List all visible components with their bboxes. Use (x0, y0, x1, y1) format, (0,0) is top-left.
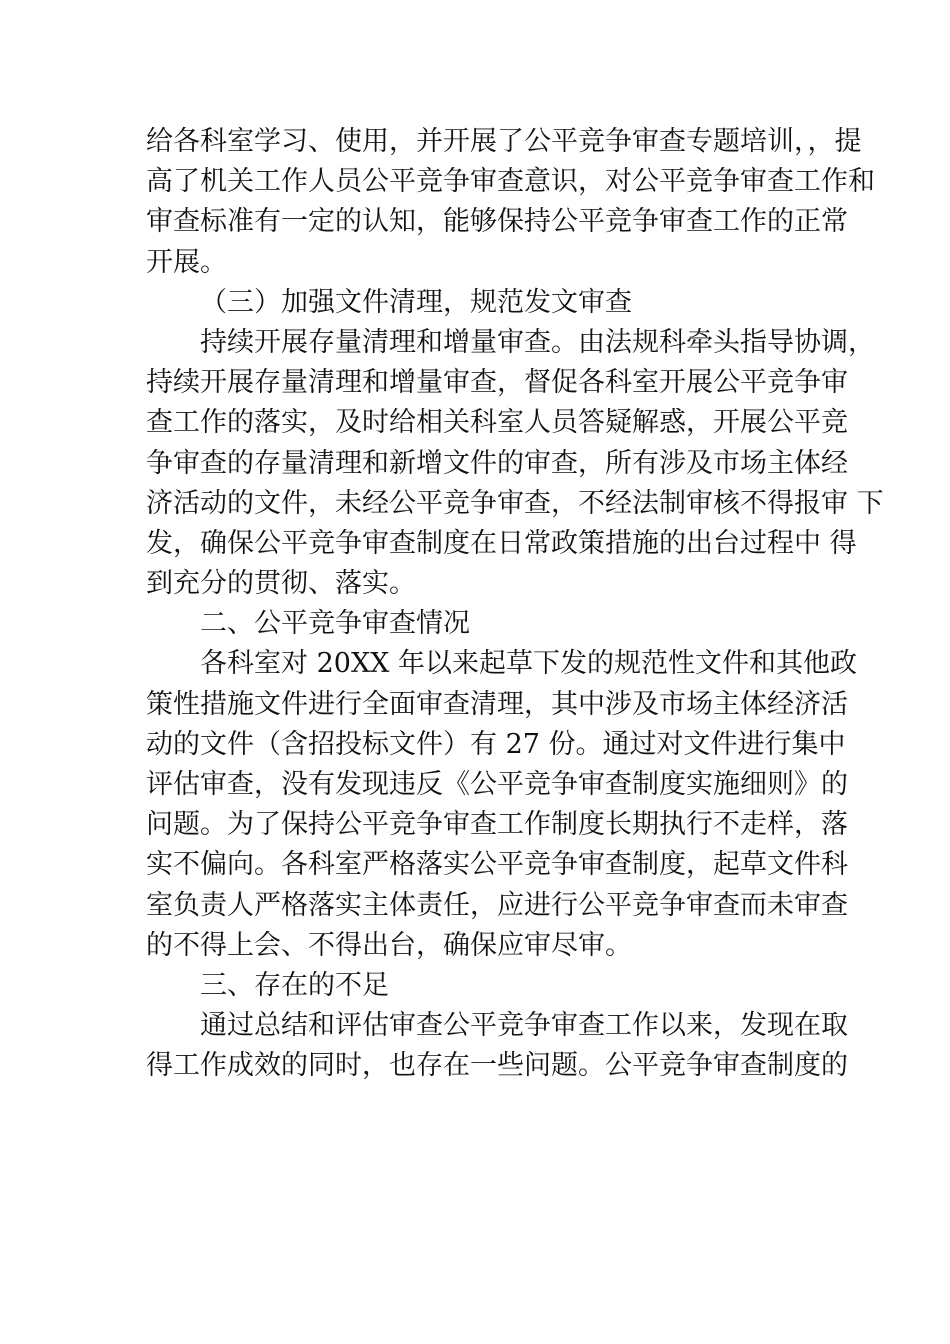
text-line: 济活动的文件，未经公平竞争审查，不经法制审核不得报审 下 (146, 487, 884, 519)
text-line: 策性措施文件进行全面审查清理，其中涉及市场主体经济活 (146, 688, 848, 720)
text-line: 动的文件（含招投标文件）有 27 份。通过对文件进行集中 (146, 728, 846, 760)
section-heading: 二、公平竞争审查情况 (200, 608, 470, 640)
text-line: 的不得上会、不得出台，确保应审尽审。 (146, 929, 632, 961)
section-heading: 三、存在的不足 (200, 969, 389, 1001)
text-line: 查工作的落实，及时给相关科室人员答疑解惑，开展公平竞 (146, 407, 848, 439)
text-line: 得工作成效的同时，也存在一些问题。公平竞争审查制度的 (146, 1050, 848, 1082)
text-line: 持续开展存量清理和增量审查。由法规科牵头指导协调， (200, 326, 875, 358)
text-line: 高了机关工作人员公平竞争审查意识，对公平竞争审查工作和 (146, 166, 875, 198)
text-line: 争审查的存量清理和新增文件的审查，所有涉及市场主体经 (146, 447, 848, 479)
body-text (146, 122, 884, 1087)
text-line: 问题。为了保持公平竞争审查工作制度长期执行不走样，落 (146, 809, 848, 841)
text-line: 给各科室学习、使用，并开展了公平竞争审查专题培训，，提 (146, 126, 862, 157)
text-line: 通过总结和评估审查公平竞争审查工作以来，发现在取 (200, 1010, 848, 1042)
text-line: 评估审查，没有发现违反《公平竞争审查制度实施细则》的 (146, 769, 848, 800)
text-line: 审查标准有一定的认知，能够保持公平竞争审查工作的正常 (146, 206, 848, 238)
text-line: 室负责人严格落实主体责任，应进行公平竞争审查而未审查 (146, 889, 848, 921)
text-line: 到充分的贯彻、落实。 (146, 568, 416, 600)
text-line: 各科室对 20XX 年以来起草下发的规范性文件和其他政 (200, 648, 857, 680)
text-line: 发，确保公平竞争审查制度在日常政策措施的出台过程中 得 (146, 527, 857, 559)
text-line: 开展。 (146, 246, 227, 278)
text-line: 持续开展存量清理和增量审查，督促各科室开展公平竞争审 (146, 367, 848, 399)
section-heading: （三）加强文件清理，规范发文审查 (200, 286, 632, 318)
text-line: 实不偏向。各科室严格落实公平竞争审查制度，起草文件科 (146, 849, 848, 881)
